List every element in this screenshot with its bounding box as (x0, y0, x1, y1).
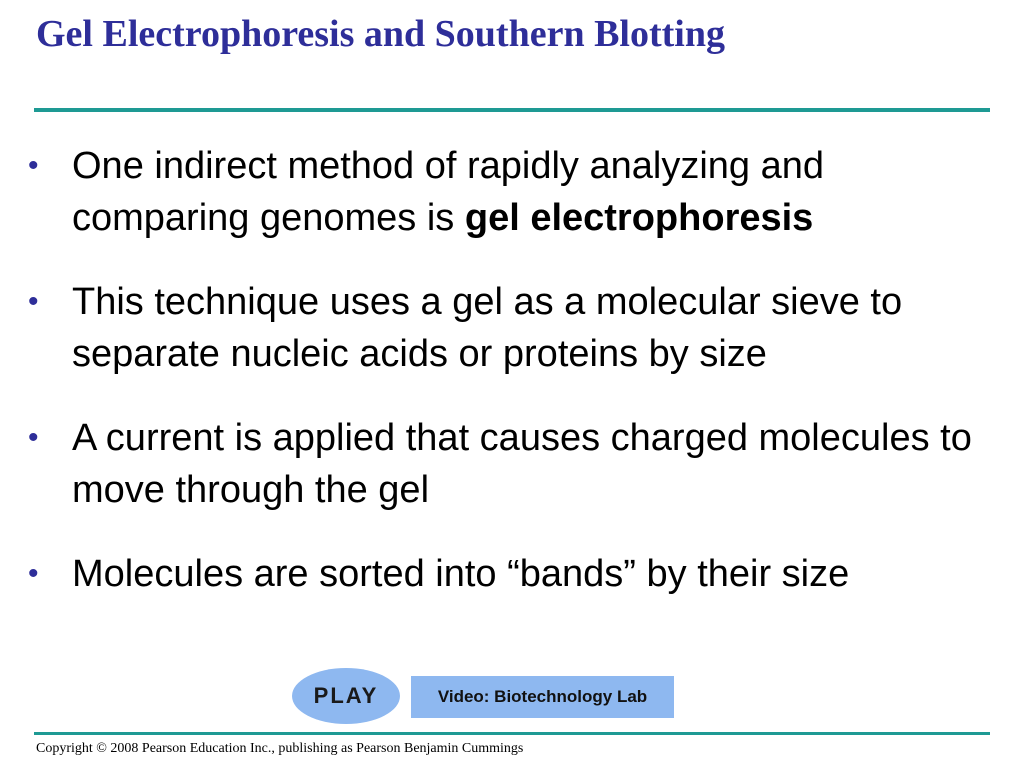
bullet-text: One indirect method of rapidly analyzing and comparing genomes is (72, 145, 825, 239)
bullet-marker: • (28, 557, 39, 590)
bullet-item (0, 276, 1024, 380)
footer-divider (34, 732, 990, 735)
bullet-text: This technique uses a gel as a molecular sieve to separate nucleic acids or proteins by size (72, 281, 903, 375)
play-button[interactable]: PLAY (292, 668, 400, 724)
video-link-button[interactable]: Video: Biotechnology Lab (411, 676, 674, 718)
bullet-item (0, 140, 1024, 244)
bullet-marker: • (28, 421, 39, 454)
bullet-list (0, 140, 1024, 632)
bullet-item (0, 548, 1024, 600)
title-divider (34, 108, 990, 112)
bullet-marker: • (28, 149, 39, 182)
bullet-text: Molecules are sorted into “bands” by their size (72, 553, 850, 595)
bullet-text: A current is applied that causes charged molecules to move through the gel (72, 417, 972, 511)
bullet-emphasis: gel electrophoresis (464, 197, 814, 239)
bullet-item (0, 412, 1024, 516)
copyright-footer: Copyright © 2008 Pearson Education Inc., publishing as Pearson Benjamin Cummings (36, 741, 524, 756)
slide-title: Gel Electrophoresis and Southern Blotting (36, 13, 725, 55)
bullet-marker: • (28, 285, 39, 318)
